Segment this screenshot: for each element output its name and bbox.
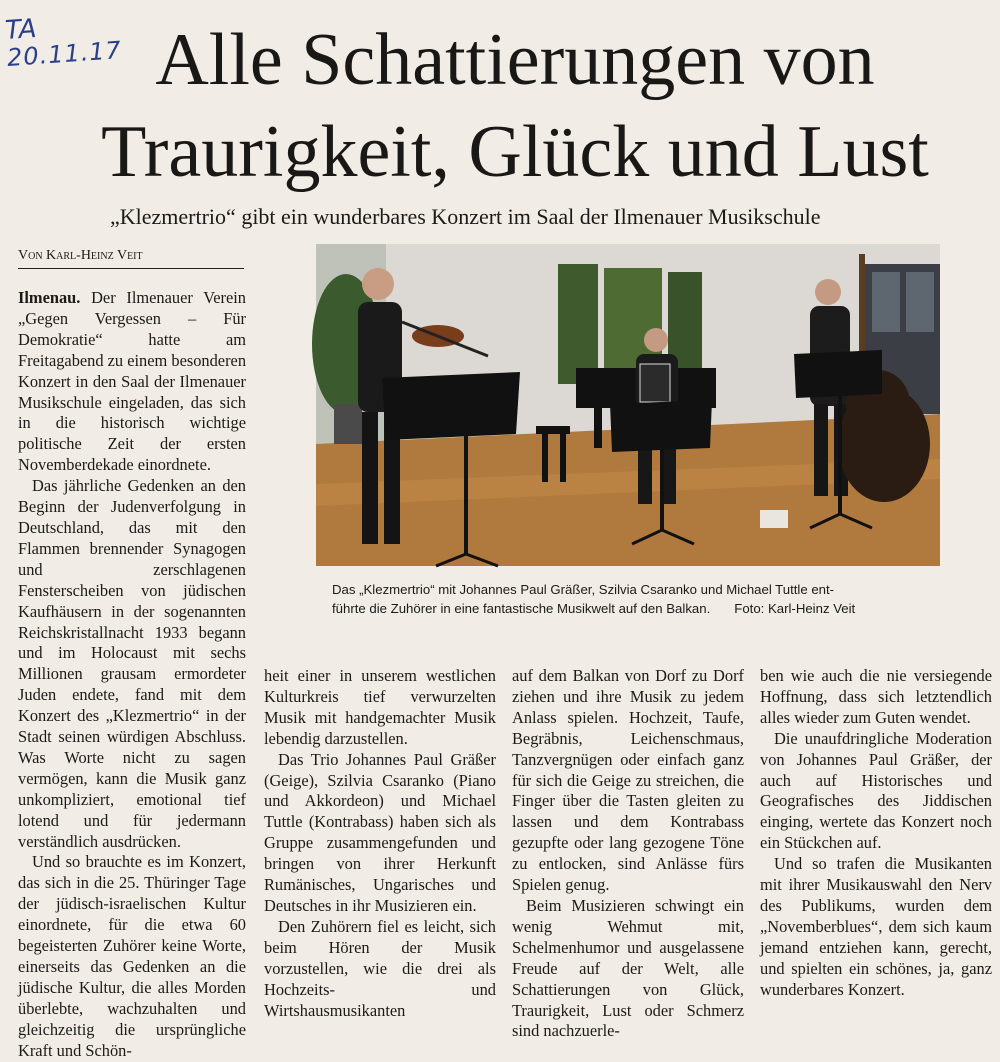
subheadline: „Klezmertrio“ gibt ein wunderbares Konzert im Saal der Ilmenauer Musikschule xyxy=(110,204,821,229)
article-column-3 xyxy=(512,666,744,1041)
article-paragraph: Den Zuhörern fiel es leicht, sich beim Hören der Musik vorzustellen, wie die drei als Hochzeits- und Wirtshausmusikanten xyxy=(264,916,496,1020)
article-paragraph: ben wie auch die nie versiegende Hoffnung, dass sich letztendlich alles wieder zum Guten wendet. xyxy=(760,666,992,727)
article-paragraph: Und so trafen die Musikanten mit ihrer Musikauswahl den Nerv des Publikums, wurden dem „Novemberblues“, dem sich kaum jemand entziehen kann, gerecht, und spielten ein schönes, ja, ganz wunderbares Konzert. xyxy=(760,854,992,999)
caption-line-1: Das „Klezmertrio“ mit Johannes Paul Gräßer, Szilvia Csaranko und Michael Tuttle ent- xyxy=(332,582,835,597)
caption-line-2: führte die Zuhörer in eine fantastische Musikwelt auf den Balkan. xyxy=(332,601,711,616)
article-column-4 xyxy=(760,666,992,999)
article-paragraph: Die unaufdringliche Moderation von Johannes Paul Gräßer, der auch auf Historisches und Geografisches des Jiddischen einging, wertete das Konzert noch ein Stückchen auf. xyxy=(760,728,992,853)
headline-line-2: Traurigkeit, Glück und Lust xyxy=(101,111,929,193)
photo-caption xyxy=(332,580,952,618)
article-paragraph: Ilmenau. Der Ilmenauer Verein „Gegen Vergessen – Für Demokratie“ hatte am Freitagabend zu einem besonderen Konzert in den Saal der Ilmenauer Musikschule eingeladen, das sich in die historisch wichtige politische Zeit der ersten Novemberdekade einordnete. xyxy=(18,288,247,475)
stamp-paper: TA xyxy=(4,13,38,47)
concert-photo xyxy=(316,244,940,566)
article-column-1 xyxy=(18,288,247,1060)
article-paragraph: Das jährliche Gedenken an den Beginn der Judenverfolgung in Deutschland, das mit den Flammen brennender Synagogen und zerschlagenen Fensterscheiben von jüdischen Kaufhäusern in der sogenannten Reichskristallnacht 1933 begann und im Holocaust mit sechs Millionen grausam ermordeter Juden endete, fand mit dem Konzert des „Klezmertrio“ in der Stadt seinen würdigen Abschluss. Was Worte nicht zu sagen vermögen, kann die Musik ganz unkompliziert, emotional tief lotend und für jedermann verständlich ausdrücken. xyxy=(18,476,246,851)
article-paragraph: Das Trio Johannes Paul Gräßer (Geige), Szilvia Csaranko (Piano und Akkordeon) und Michael Tuttle (Kontrabass) haben sich als Gruppe zusammengefunden und bringen von ihrer Herkunft Rumänisches, Ungarisches und Deutsches in ihr Musizieren ein. xyxy=(264,749,496,915)
byline: Von Karl-Heinz Veit xyxy=(18,248,244,269)
article-paragraph: auf dem Balkan von Dorf zu Dorf ziehen und ihre Musik zu jedem Anlass spielen. Hochzeit, Taufe, Begräbnis, Leichenschmaus, Tanzvergnügen oder einfach ganz für sich die Geige zu streichen, die Finger über die Tasten gleiten zu lassen und dem Kontrabass gezupfte oder lang gezogene Töne zu entlocken, sind Anlässe fürs Spielen genug. xyxy=(512,666,744,895)
photo-illustration xyxy=(316,244,940,566)
headline xyxy=(0,14,1000,198)
article-paragraph: Beim Musizieren schwingt ein wenig Wehmut mit, Schelmenhumor und ausgelassene Freude auf der Welt, alle Schattierungen von Glück, Traurigkeit, Lust oder Schmerz sind nachzuerle- xyxy=(512,895,744,1041)
photo-credit: Foto: Karl-Heinz Veit xyxy=(734,601,856,616)
stamp-date: 20.11.17 xyxy=(6,35,123,72)
article-paragraph: Und so brauchte es im Konzert, das sich in die 25. Thüringer Tage der jüdisch-israelischen Kultur einordnete, für die etwa 60 begeisterten Zuhörer keine Worte, einerseits das Gedenken an die jüdische Kultur, die alles Morden überlebte, wachzuhalten und gleichzeitig die ursprüngliche Kraft und Schön- xyxy=(18,852,246,1060)
dateline: Ilmenau. xyxy=(18,288,81,307)
article-paragraph: heit einer in unserem westlichen Kulturkreis tief verwurzelten Musik mit handgemachter Musik lebendig darzustellen. xyxy=(264,666,496,748)
article-column-2 xyxy=(264,666,496,1020)
headline-line-1: Alle Schattierungen von xyxy=(155,19,875,101)
